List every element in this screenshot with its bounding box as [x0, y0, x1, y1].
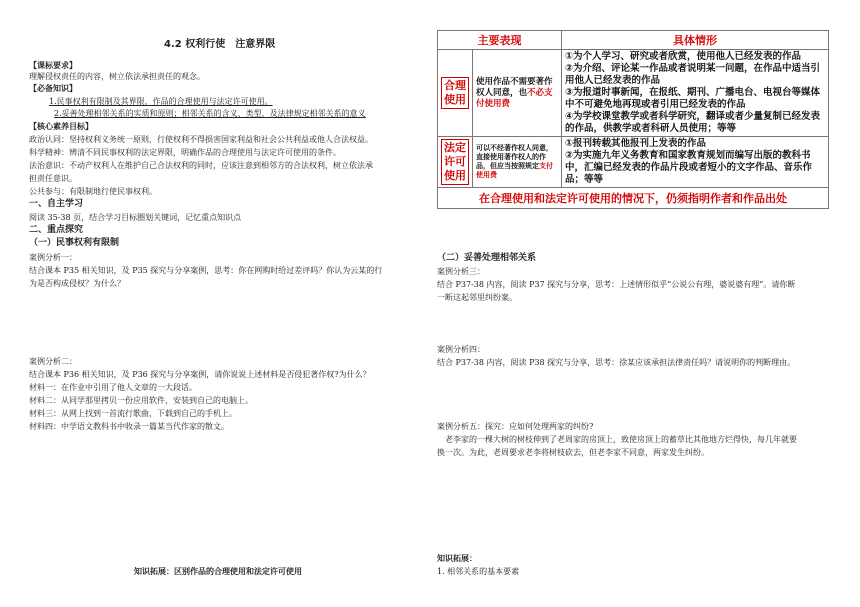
case4-label: 案例分析四： [437, 345, 485, 354]
sub2-heading: （二）妥善处理相邻关系 [437, 253, 537, 263]
case4-line: 结合 P37-38 内容，阅读 P38 探究与分享，思考：徐某应该承担法律责任吗？请说明你的判断理由。 [437, 358, 796, 367]
zizhu-text: 阅读 35-38 页，结合学习目标圈划关键词，记忆重点知识点 [29, 213, 242, 222]
suyang-line: 公共参与：有限制地行使民事权利。 [29, 187, 157, 196]
page-title: 4.2 权利行使 注意界限 [164, 39, 276, 50]
row1-desc: 使用作品不需要著作权人同意，也不必支付使用费 [473, 50, 562, 137]
suyang-line: 担责任意识。 [29, 174, 77, 183]
table-row [438, 50, 829, 137]
row2-category: 法定许可使用 [438, 137, 473, 188]
sub1-heading: （一）民事权利有限制 [29, 238, 120, 248]
table-row [438, 137, 829, 188]
case5-line: 换一次。为此，老周要求老李将树枝砍去，但老李家不同意，两家发生纠纷。 [437, 448, 709, 457]
case5-line: 老李家的一棵大树的树枝伸到了老周家的房顶上，致使房顶上的蓄草比其他地方烂得快，每几年就要 [445, 435, 797, 444]
kebiao-heading: 【课标要求】 [29, 60, 77, 70]
case1-label: 案例分析一： [29, 253, 77, 262]
table-header-row [438, 31, 829, 50]
case2-line: 材料四：中学语文教科书中收录一篇某当代作家的散文。 [29, 422, 229, 431]
row2-desc: 可以不经著作权人同意，直接使用著作权人的作品，但应当按照规定支付使用费 [473, 137, 562, 188]
case3-line: 结合 P37-38 内容，阅读 P37 探究与分享，思考：上述情形似乎“公说公有理，婆说婆有理”。请你断 [437, 280, 796, 289]
case2-line: 材料一：在作业中引用了他人文章的一大段话。 [29, 383, 197, 392]
case2-label: 案例分析二： [29, 357, 77, 366]
case1-line: 结合课本 P35 相关知识，及 P35 探究与分享案例，思考：你在网购时给过差评吗？你认为云某的行 [29, 266, 383, 275]
case2-line: 材料二：从同学那里拷贝一份应用软件，安装到自己的电脑上。 [29, 396, 253, 405]
case1-line: 为是否构成侵权？为什么？ [29, 279, 125, 288]
suyang-line: 法治意识：不动产权利人在维护自己合法权利的同时，应该注意到相邻方的合法权利，树立依法承 [29, 161, 373, 170]
zhishi-item: 1. 相邻关系的基本要素 [437, 567, 520, 576]
header-main: 主要表现 [438, 31, 562, 50]
header-detail: 具体情形 [562, 31, 829, 50]
case2-line: 材料三：从网上找到一首流行歌曲，下载到自己的手机上。 [29, 409, 237, 418]
bibei-heading: 【必备知识】 [29, 83, 77, 93]
bibei-item-2: 2.妥善处理相邻关系的实质和原则；相邻关系的含义、类型，及法律规定相邻关系的意义 [54, 109, 366, 118]
suyang-heading: 【核心素养目标】 [29, 121, 93, 131]
bibei-item-1: 1.民事权利有限制及其界限，作品的合理使用与法定许可使用。 [49, 97, 273, 106]
case2-line: 结合课本 P36 相关知识，及 P36 探究与分享案例，请你说说上述材料是否侵犯著作权?为什么？ [29, 370, 371, 379]
kebiao-text: 理解侵权责任的内容，树立依法承担责任的观念。 [29, 72, 205, 81]
zhishi-heading: 知识拓展： [437, 554, 477, 563]
table-footer: 在合理使用和法定许可使用的情况下，仍须指明作者和作品出处 [438, 188, 829, 209]
case3-label: 案例分析三： [437, 267, 485, 276]
zizhu-heading: 一、自主学习 [29, 199, 84, 209]
table-footer-row [438, 188, 829, 209]
zhongdian-heading: 二、重点探究 [29, 225, 84, 235]
left-footer: 知识拓展：区别作品的合理使用和法定许可使用 [134, 567, 302, 576]
suyang-line: 政治认同：坚持权利义务统一原则，行使权利不得损害国家利益和社会公共利益或他人合法权益。 [29, 135, 373, 144]
row1-category: 合理使用 [438, 50, 473, 137]
row2-items: ①报刊转载其他报刊上发表的作品 ②为实施九年义务教育和国家教育规划而编写出版的教科书中，汇编已经发表的作品片段或者短小的文字作品、音乐作品；等等 [562, 137, 829, 188]
case5-label: 案例分析五：探究：应如何处理两家的纠纷? [437, 422, 594, 431]
usage-comparison-table [437, 30, 829, 209]
row1-items: ①为个人学习、研究或者欣赏，使用他人已经发表的作品 ②为介绍、评论某一作品或者说明某一问题，在作品中适当引用他人已经发表的作品 ③为报道时事新闻，在报纸、期刊、广播电台、电视台等媒体中不可避免地再现或者引用已经发表的作品 ④为学校课堂教学或者科学研究，翻译或者少量复制已经发表的作品，供教学或者科研人员使用；等等 [562, 50, 829, 137]
case3-line: 一断这起邻里纠纷案。 [437, 293, 517, 302]
suyang-line: 科学精神：辨清不同民事权利的法定界限，明确作品的合理使用与法定许可使用的条件。 [29, 148, 341, 157]
